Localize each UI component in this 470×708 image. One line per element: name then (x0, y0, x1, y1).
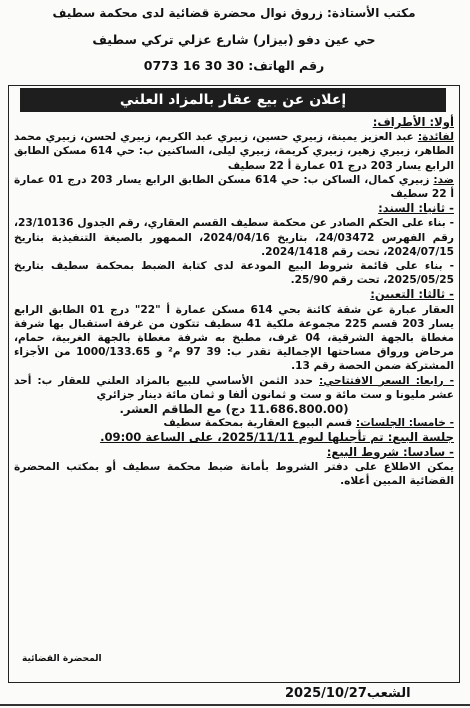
notice-body (14, 115, 454, 488)
sessions-label: - خامسا: الجلسات: (355, 417, 454, 430)
price-text: حدد الثمن الأساسي للبيع بالمزاد العلني للعقار ب: أحد عشر مليونا و ست مائة و ست و ثمانون ألفا و ثمان مائة دينار جزائري (14, 374, 454, 401)
price-amount: (11.686.800.00 دج) مع الطاقم العشر. (119, 402, 349, 417)
price-label: - رابعا: السعر الافتتاحي: (319, 374, 455, 387)
address-line: حي عين دفو (بيزار) شارع عزلي تركي سطيف (92, 32, 376, 47)
for-label: لفائدة: (417, 131, 454, 144)
notice-banner: إعلان عن بيع عقار بالمزاد العلني (20, 88, 446, 112)
title-deed-heading: - ثانيا: السند: (378, 201, 454, 216)
for-text: عبد العزيز يمينة، زبيري حسين، زبيري عبد الكريم، زبيري لحسن، زبيري محمد الطاهر، زبيري زهير، زبيري كريمة، زبيري ليلى، الساكنين ب: حي 614 مسكن الطابق الرابع يسار 203 درج 01 عمارة أ 22 سطيف (14, 131, 455, 172)
parties-heading: أولا: الأطراف: (372, 115, 454, 129)
footer-rule (0, 704, 470, 706)
against-text: زبيري كمال، الساكن ب: حي 614 مسكن الطابق الرابع يسار 203 درج 01 عمارة أ 22 سطيف (14, 173, 454, 201)
sale-session: جلسة البيع: تم تأجيلها ليوم 2025/11/11، على الساعة 09:00. (100, 430, 454, 445)
bailiff-signature: المحضرة القضائية (22, 654, 102, 664)
designation-heading: - ثالثا: التعيين: (370, 287, 454, 302)
sessions-text: قسم البيوع العقارية بمحكمة سطيف (163, 417, 356, 430)
title-deed-p2: - بناء على قائمة شروط البيع المودعة لدى كتابة الضبط بمحكمة سطيف بتاريخ 2025/05/25، تحت رقم 25/90. (14, 260, 454, 287)
designation-text: العقار عبارة عن شقة كائنة بحي 614 مسكن عمارة أ "22" درج 01 الطابق الرابع يسار 203 قسم 225 مجموعة ملكية 41 سطيف تتكون من غرفة استقبال بها شرفة مغطاة بالجهة الشرقية، 04 غرف، مطبخ به شرفة مغطاة بالجهة الغربية، حمام، مرحاض ورواق مساحتها الإجمالية تقدر ب: 39 97 م² و 1000/133.65 من الأجزاء المشتركة ضمن الحصة رقم 13. (14, 303, 455, 373)
newspaper-date-footer: الشعب2025/10/27 (285, 686, 411, 701)
against-label: ضد: (433, 173, 454, 186)
phone-line: رقم الهاتف: 30 30 16 0773 (143, 58, 325, 73)
office-line: مكتب الأستاذة: زروق نوال محضرة قضائية لدى محكمة سطيف (52, 6, 416, 20)
conditions-text: يمكن الاطلاع على دفتر الشروط بأمانة ضبط محكمة سطيف أو بمكتب المحضرة القضائية المبين أعلاه. (14, 460, 454, 488)
conditions-heading: - سادسا: شروط البيع: (326, 444, 454, 459)
title-deed-p1: - بناء على الحكم الصادر عن محكمة سطيف القسم العقاري، رقم الجدول 23/10136، رقم الفهرس 24/03472، بتاريخ 2024/04/16، الممهور بالصيغة التنفيذية بتاريخ 2024/07/15، تحت رقم 2024/1418. (14, 217, 454, 258)
